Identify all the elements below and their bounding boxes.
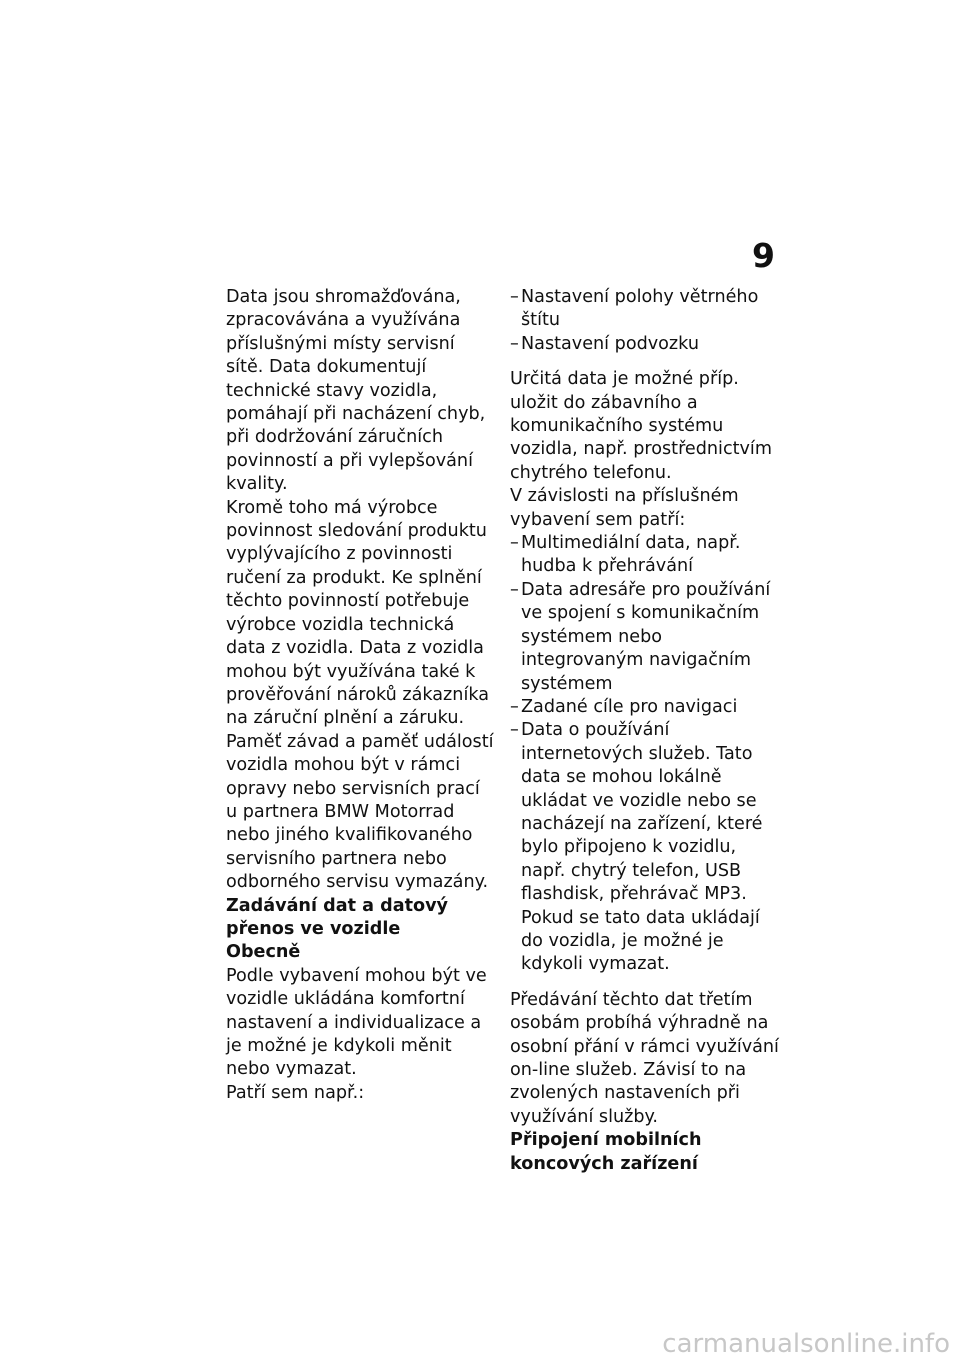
left-column <box>226 286 494 1105</box>
left-paragraph-4: Podle vybavení mohou být ve vozidle ukládána komfortní nastavení a individualizace a je možné je kdykoli měnit nebo vymazat. <box>226 965 487 1080</box>
right-paragraph-1: Určitá data je možné příp. uložit do zábavního a komunikačního systému vozidla, např. prostřednictvím chytrého telefonu. <box>510 369 772 483</box>
left-paragraph-1: Data jsou shromažďována, zpracovávána a využívána příslušnými místy servisní sítě. Data dokumentují technické stavy vozidla, pomáhají při nacházení chyb, při dodržování záručních povinností a při vylepšování kvality. <box>226 287 486 495</box>
list-item: – Nastavení polohy větrného štítu <box>510 286 785 333</box>
list-item: – Data o používání internetových služeb. Tato data se mohou lokálně ukládat ve vozidle nebo se nacházejí na zařízení, které bylo připojeno k vozidlu, např. chytrý telefon, USB flashdisk, přehrávač MP3. Pokud se tato data ukládají do vozidla, je možné je kdykoli vymazat. <box>510 719 785 976</box>
left-paragraph-3: Paměť závad a paměť událostí vozidla mohou být v rámci opravy nebo servisních prací u partnera BMW Motorrad nebo jiného kvalifikovaného servisního partnera nebo odborného servisu vymazány. <box>226 731 494 893</box>
left-paragraph-5: Patří sem např.: <box>226 1082 365 1103</box>
watermark: carmanualsonline.info <box>662 1329 950 1359</box>
right-paragraph-3: Předávání těchto dat třetím osobám probíhá výhradně na osobní přání v rámci využívání on-line služeb. Závisí to na zvolených nastaveních při využívání služby. <box>510 989 779 1127</box>
left-paragraph-2: Kromě toho má výrobce povinnost sledování produktu vyplývajícího z povinnosti ručení za produkt. Ke splnění těchto povinností potřebuje výrobce vozidla technická data z vozidla. Data z vozidla mohou být využívána také k prověřování nároků zákazníka na záruční plnění a záruku. <box>226 497 489 729</box>
list-item: – Nastavení podvozku <box>510 333 785 356</box>
list-item: – Data adresáře pro používání ve spojení s komunikačním systémem nebo integrovaným navigačním systémem <box>510 579 785 696</box>
settings-list <box>510 286 785 356</box>
right-column <box>510 286 785 1176</box>
subheading-general: Obecně <box>226 942 301 963</box>
stored-data-list <box>510 532 785 977</box>
section-heading-data-transfer: Zadávání dat a datový přenos ve vozidle <box>226 895 449 939</box>
right-paragraph-2: V závislosti na příslušném vybavení sem patří: <box>510 486 739 530</box>
section-heading-mobile-devices: Připojení mobilních koncových zařízení <box>510 1130 702 1174</box>
list-item: – Multimediální data, např. hudba k přehrávání <box>510 532 785 579</box>
page-number: 9 <box>752 236 775 275</box>
list-item: – Zadané cíle pro navigaci <box>510 696 785 719</box>
